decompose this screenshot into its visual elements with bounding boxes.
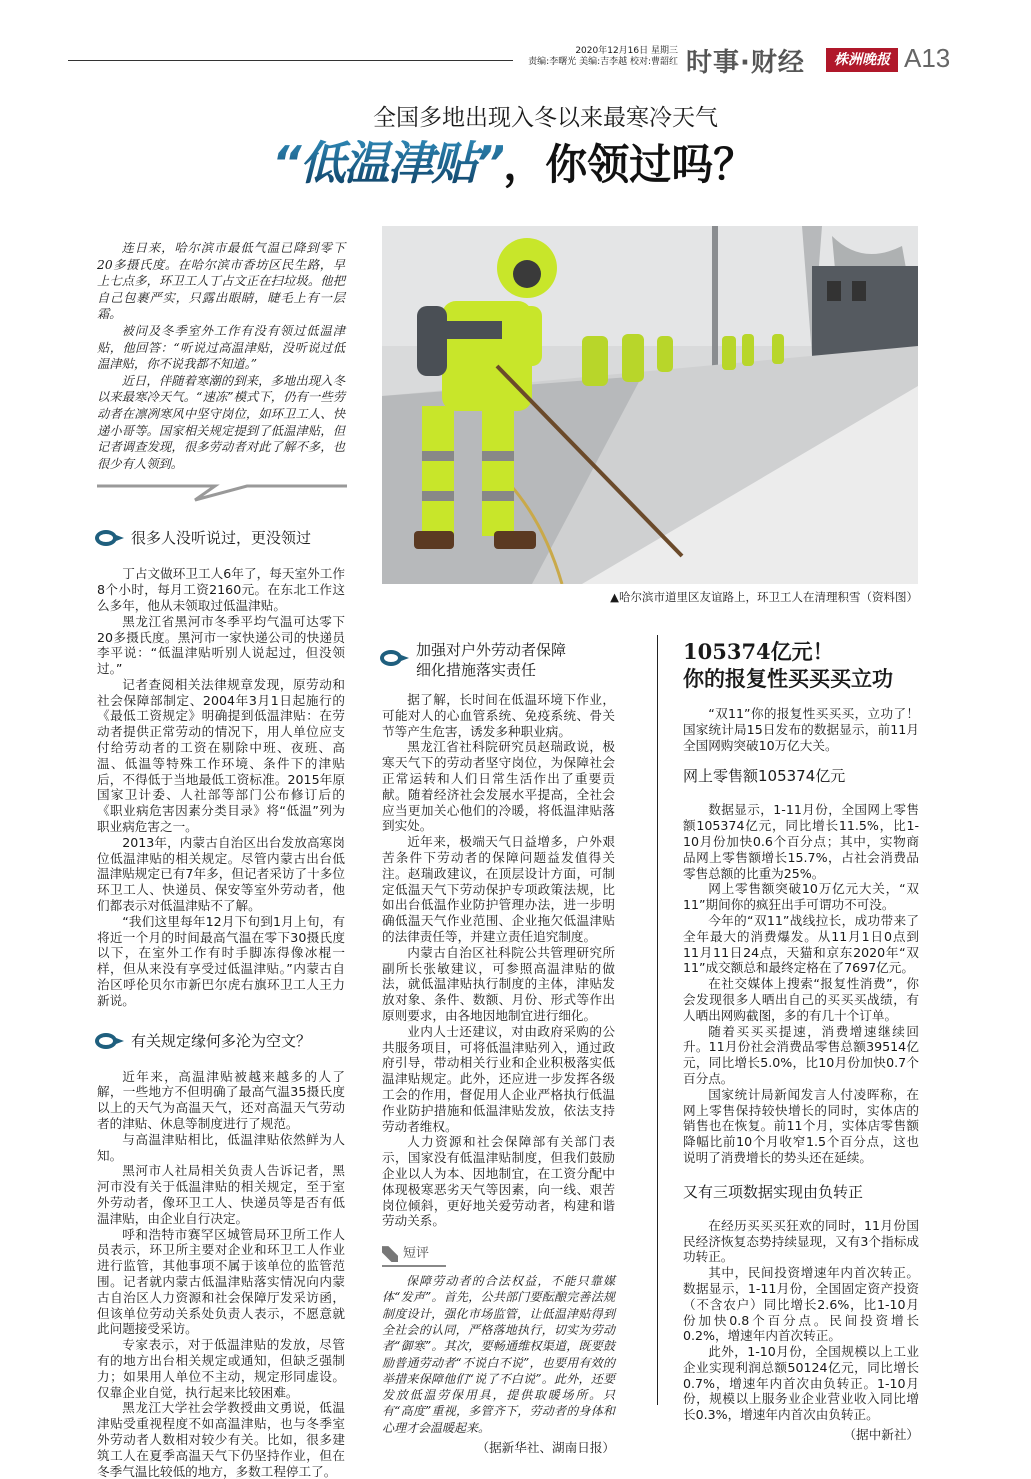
paragraph: 人力资源和社会保障部有关部门表示，国家没有低温津贴制度，但我们鼓励企业以人为本、因地制宜，在工资分配中体现极寒恶劣天气等因素，向一线、艰苦岗位倾斜，更好地关爱劳动者，构建和谐劳动关系。 [382,1134,615,1229]
paragraph: 黑河市人社局相关负责人告诉记者，黑河市没有关于低温津贴的相关规定，至于室外劳动者，像环卫工人、快递员等是否有低温津贴，由企业自行决定。 [97,1163,345,1226]
commentary-label-text: 短评 [403,1246,430,1262]
article-intro [97,240,345,472]
section-2-body [97,1069,345,1479]
paragraph: 在经历买买买狂欢的同时，11月份国民经济恢复态势持续显现，又有3个指标成功转正。 [683,1217,919,1265]
side-article-source: （据中新社） [843,1427,919,1443]
paragraph: 保障劳动者的合法权益，不能只靠媒体“发声”。首先，公共部门要酝酿完善法规制度设计，强化市场监管，让低温津贴得到全社会的认同，严格落地执行，切实为劳动者“御寒”。其次，要畅通维权渠道，既要鼓励普通劳动者“不说白不说”，也要用有效的举措来保障他们“说了不白说”。此外，还要发放低温劳保用具，提供取暖场所。只有“高度”重视，多管齐下，劳动者的身体和心理才会温暖起来。 [382,1274,615,1435]
section-title: 很多人没听说过，更没领过 [131,529,312,548]
commentary-source: （据新华社、湖南日报） [476,1440,615,1456]
section-heading-1 [95,528,345,548]
paragraph: 2013年，内蒙古自治区出台发放高寒岗位低温津贴的相关规定。尽管内蒙古出台低温津贴规定已有7年多，但记者采访了十多位环卫工人、快递员、保安等室外劳动者，他们都表示对低温津贴不了解。 [97,834,345,914]
paper-logo: 株洲晚报 [826,48,898,72]
side-article-body [683,706,919,1443]
article-kicker: 全国多地出现入冬以来最寒冷天气 [373,105,718,131]
paragraph: 国家统计局新闻发言人付凌晖称，在网上零售保持较快增长的同时，实体店的销售也在恢复。前11个月，实体店零售额降幅比前10个月收窄1.5个百分点，这也说明了消费增长的势头还在延续。 [683,1086,919,1165]
headline-highlight: “低温津贴” [272,136,504,190]
paragraph: 黑龙江省黑河市冬季平均气温可达零下20多摄氏度。黑河市一家快递公司的快递员李平说：“低温津贴听别人说起过，但没领过。” [97,613,345,677]
middle-column [382,640,615,1456]
section-title-line: 加强对户外劳动者保障 [416,641,567,659]
paragraph: 在社交媒体上搜索“报复性消费”，你会发现很多人晒出自己的买买买战绩，有人晒出网购截图，多的有几十个订单。 [683,976,919,1023]
intro-paragraph: 连日来，哈尔滨市最低气温已降到零下20多摄氏度。在哈尔滨市香坊区民生路，早上七点多，环卫工人丁占文正在扫垃圾。他把自己包裹严实，只露出眼睛，睫毛上有一层霜。 [97,241,345,322]
section-title [416,640,566,680]
title-line: 你的报复性买买买立功 [683,666,893,691]
paragraph: 今年的“双11”战线拉长，成功带来了全年最大的消费爆发。从11月1日0点到11月11日24点，天猫和京东2020年“双11”成交额总和最终定格在了7697亿元。 [683,912,919,976]
paragraph: 呼和浩特市赛罕区城管局环卫所工作人员表示，环卫所主要对企业和环卫工人作业进行监管，其他事项不属于该单位的监管范围。记者就内蒙古低温津贴落实情况向内蒙古自治区人力资源和社会保障厅发采访函，但该单位劳动关系处负责人表示，不愿意就此问题接受采访。 [97,1226,345,1337]
title-line: 105374亿元！ [683,639,834,664]
commentary-label [382,1245,446,1267]
intro-paragraph: 近日，伴随着寒潮的到来，多地出现入冬以来最寒冷天气。“速冻”模式下，仍有一些劳动者在凛冽寒风中坚守岗位，如环卫工人、快递小哥等。国家相关规定提到了低温津贴，但记者调查发现，很多劳动者对此了解不多，也很少有人领到。 [97,373,345,471]
paragraph: 业内人士还建议，对由政府采购的公共服务项目，可将低温津贴列入，通过政府引导，带动相关行业和企业积极落实低温津贴规定。此外，还应进一步发挥各级工会的作用，督促用人企业严格执行低温作业防护措施和低温津贴发放，依法支持劳动者维权。 [382,1023,615,1134]
section-name: 时事·财经 [686,48,805,78]
section-heading-3 [380,640,615,680]
commentary-body [382,1273,615,1456]
paragraph: 网上零售额突破10万亿元大关，“双11”期间你的疯狂出手可谓功不可没。 [683,881,919,913]
paragraph: 其中，民间投资增速年内首次转正。数据显示，1-11月份，全国固定资产投资（不含农户）同比增长2.6%，比1-10月份加快0.8个百分点。民间投资增长0.2%，增速年内首次转正。 [683,1265,919,1344]
speech-bubble-divider [97,482,347,506]
intro-paragraph: 被问及冬季室外工作有没有领过低温津贴，他回答：“听说过高温津贴，没听说过低温津贴，你不说我都不知道。” [97,323,345,372]
subheading: 又有三项数据实现由负转正 [683,1182,864,1201]
paragraph: 专家表示，对于低温津贴的发放，尽管有的地方出台相关规定或通知，但缺乏强制力；如果用人单位不主动，规定形同虚设。仅靠企业自觉，执行起来比较困难。 [97,1337,345,1400]
paragraph: 与高温津贴相比，低温津贴依然鲜为人知。 [97,1131,345,1163]
paragraph: 随着买买买提速，消费增速继续回升。11月份社会消费品零售总额39514亿元，同比增长5.0%，比10月份加快0.7个百分点。 [683,1023,919,1086]
paragraph: 记者查阅相关法律规章发现，原劳动和社会保障部制定、2004年3月1日起施行的《最低工资规定》明确提到低温津贴：在劳动者提供正常劳动的情况下，用人单位应支付给劳动者的工资在剔除中班、夜班、高温、低温等特殊工作环境、条件下的津贴后，不得低于当地最低工资标准。2015年原国家卫计委、人社部等部门公布修订后的《职业病危害因素分类目录》将“低温”列为职业病危害之一。 [97,676,345,835]
article-headline [272,135,755,202]
headline-rest: ，你领过吗？ [503,140,756,189]
section-title-line: 细化措施落实责任 [416,661,537,679]
issue-date: 2020年12月16日 星期三 [575,46,678,56]
section-3-body [382,692,615,1229]
bullet-ring-icon [95,530,117,546]
section-1-body [97,566,345,1008]
photo-caption: ▲哈尔滨市道里区友谊路上，环卫工人在清理积雪（资料图） [610,590,918,604]
paragraph: 据了解，长时间在低温环境下作业，可能对人的心血管系统、免疫系统、骨关节等产生危害，诱发多种职业病。 [382,692,615,739]
section-title: 有关规定缘何多沦为空文？ [131,1031,312,1050]
page-number: A13 [904,43,951,73]
section-heading-2 [95,1031,345,1051]
header-rule [68,60,513,61]
lead-paragraph: “双11”你的报复性买买买，立功了！国家统计局15日发布的数据显示，前11月全国网购突破10万亿大关。 [683,706,919,753]
subheading: 网上零售额105374亿元 [683,767,846,786]
side-article-title [683,638,919,692]
editors-credit: 责编:李曙光 美编:吉李越 校对:曹韶红 [528,57,678,67]
arrow-icon [382,1246,398,1262]
paragraph: 丁占文做环卫工人6年了，每天室外工作8个小时，每月工资2160元。在东北工作这么多年，他从未领取过低温津贴。 [97,566,345,613]
bullet-ring-icon [380,650,402,666]
news-photo [382,226,918,584]
right-column [683,638,919,1443]
paragraph: 内蒙古自治区社科院公共管理研究所副所长张敏建议，可参照高温津贴的做法，就低温津贴执行制度的主体，津贴发放对象、条件、数额、月份、形式等作出原则要求，由各地因地制宜进行细化。 [382,944,615,1023]
left-column [97,240,345,1479]
paragraph: 数据显示，1-11月份，全国网上零售额105374亿元，同比增长11.5%，比1-10月份加快0.6个百分点；其中，实物商品网上零售额增长15.7%，占社会消费品零售总额的比重为25%。 [683,802,919,881]
column-rule [657,635,658,1405]
paragraph: 黑龙江省社科院研究员赵瑞政说，极寒天气下的劳动者坚守岗位，为保障社会正常运转和人们日常生活作出了重要贡献。随着经济社会发展水平提高，全社会应当更加关心他们的冷暖，将低温津贴落到实处。 [382,739,615,834]
paragraph: “我们这里每年12月下旬到1月上旬，有将近一个月的时间最高气温在零下30摄氏度以下，在室外工作有时手脚冻得像冰棍一样，但从来没有享受过低温津贴。”内蒙古自治区呼伦贝尔市新巴尔虎右旗环卫工人王力新说。 [97,913,345,1008]
paragraph: 近年来，极端天气日益增多，户外艰苦条件下劳动者的保障问题益发值得关注。赵瑞政建议，在顶层设计方面，可制定低温天气下劳动保护专项政策法规，比如出台低温作业防护管理办法，进一步明确低温天气作业范围、企业拖欠低温津贴的法律责任等，并建立责任追究制度。 [382,834,615,944]
paragraph: 近年来，高温津贴被越来越多的人了解，一些地方不但明确了最高气温35摄氏度以上的天气为高温天气，还对高温天气劳动者的津贴、休息等制度进行了规范。 [97,1068,345,1132]
header-meta [518,46,678,68]
bullet-ring-icon [95,1033,117,1049]
paragraph: 黑龙江大学社会学教授曲文勇说，低温津贴受重视程度不如高温津贴，也与冬季室外劳动者人数相对较少有关。比如，很多建筑工人在夏季高温天气下仍坚持作业，但在冬季气温比较低的地方，多数工程停工了。 [97,1400,345,1479]
paragraph: 此外，1-10月份，全国规模以上工业企业实现利润总额50124亿元，同比增长0.7%，增速年内首次由负转正。1-10月份，规模以上服务业企业营业收入同比增长0.3%，增速年内首次由负转正。 [683,1344,919,1423]
